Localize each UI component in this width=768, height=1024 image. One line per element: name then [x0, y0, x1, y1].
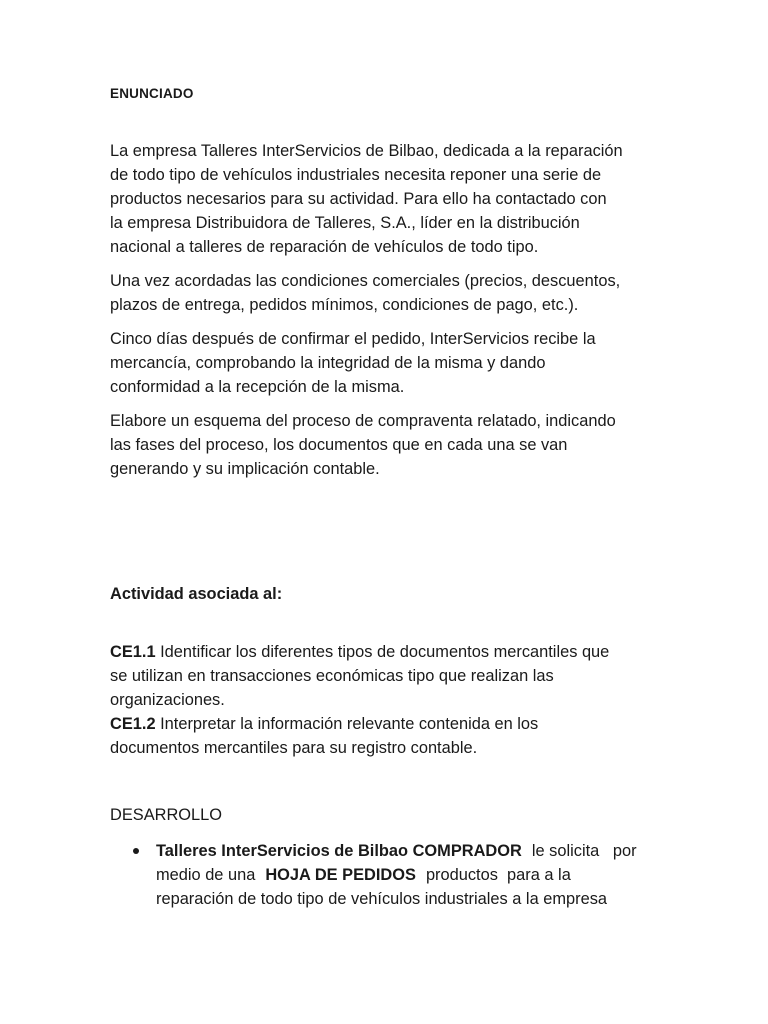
- text-fragment: medio de una: [156, 866, 256, 884]
- text-line: [156, 863, 670, 887]
- desarrollo-heading: DESARROLLO: [110, 806, 223, 824]
- text-line: [156, 839, 670, 863]
- enunciado-paragraph-3: [110, 327, 670, 399]
- ce12-code: CE1.2: [110, 715, 156, 733]
- criteria-block: [110, 640, 670, 760]
- list-item: [110, 839, 670, 911]
- text-fragment: le solicita por: [531, 842, 637, 860]
- text-line: la empresa Distribuidora de Talleres, S.A., líder en la distribución: [110, 214, 580, 232]
- enunciado-paragraph-4: [110, 409, 670, 481]
- text-line: Elabore un esquema del proceso de compraventa relatado, indicando: [110, 412, 616, 430]
- text-line: nacional a talleres de reparación de vehículos de todo tipo.: [110, 238, 539, 256]
- text-line: mercancía, comprobando la integridad de la misma y dando: [110, 354, 546, 372]
- buyer-label: Talleres InterServicios de Bilbao COMPRADOR: [156, 842, 522, 860]
- text-line: de todo tipo de vehículos industriales necesita reponer una serie de: [110, 166, 602, 184]
- bullet-icon: [133, 848, 139, 854]
- enunciado-paragraph-1: [110, 139, 670, 259]
- text-line: generando y su implicación contable.: [110, 460, 380, 478]
- ce11-code: CE1.1: [110, 643, 156, 661]
- enunciado-heading: ENUNCIADO: [110, 86, 194, 101]
- desarrollo-list: [110, 839, 670, 911]
- text-line: las fases del proceso, los documentos que en cada una se van: [110, 436, 568, 454]
- ce11-text: Identificar los diferentes tipos de documentos mercantiles que: [160, 643, 610, 661]
- ce12-line: [110, 712, 670, 736]
- ce12-text: Interpretar la información relevante contenida en los: [160, 715, 539, 733]
- text-line: Una vez acordadas las condiciones comerciales (precios, descuentos,: [110, 272, 621, 290]
- text-line: Cinco días después de confirmar el pedido, InterServicios recibe la: [110, 330, 596, 348]
- text-line: documentos mercantiles para su registro contable.: [110, 739, 478, 757]
- order-sheet-label: HOJA DE PEDIDOS: [265, 866, 416, 884]
- ce11-line: [110, 640, 670, 664]
- text-line: conformidad a la recepción de la misma.: [110, 378, 405, 396]
- text-fragment: productos para a la: [425, 866, 571, 884]
- text-line: se utilizan en transacciones económicas tipo que realizan las: [110, 667, 554, 685]
- text-line: organizaciones.: [110, 691, 225, 709]
- text-line: plazos de entrega, pedidos mínimos, condiciones de pago, etc.).: [110, 296, 579, 314]
- enunciado-paragraph-2: [110, 269, 670, 317]
- text-line: La empresa Talleres InterServicios de Bilbao, dedicada a la reparación: [110, 142, 623, 160]
- text-line: productos necesarios para su actividad. Para ello ha contactado con: [110, 190, 607, 208]
- actividad-heading: Actividad asociada al:: [110, 585, 283, 603]
- text-line: reparación de todo tipo de vehículos industriales a la empresa: [156, 890, 608, 908]
